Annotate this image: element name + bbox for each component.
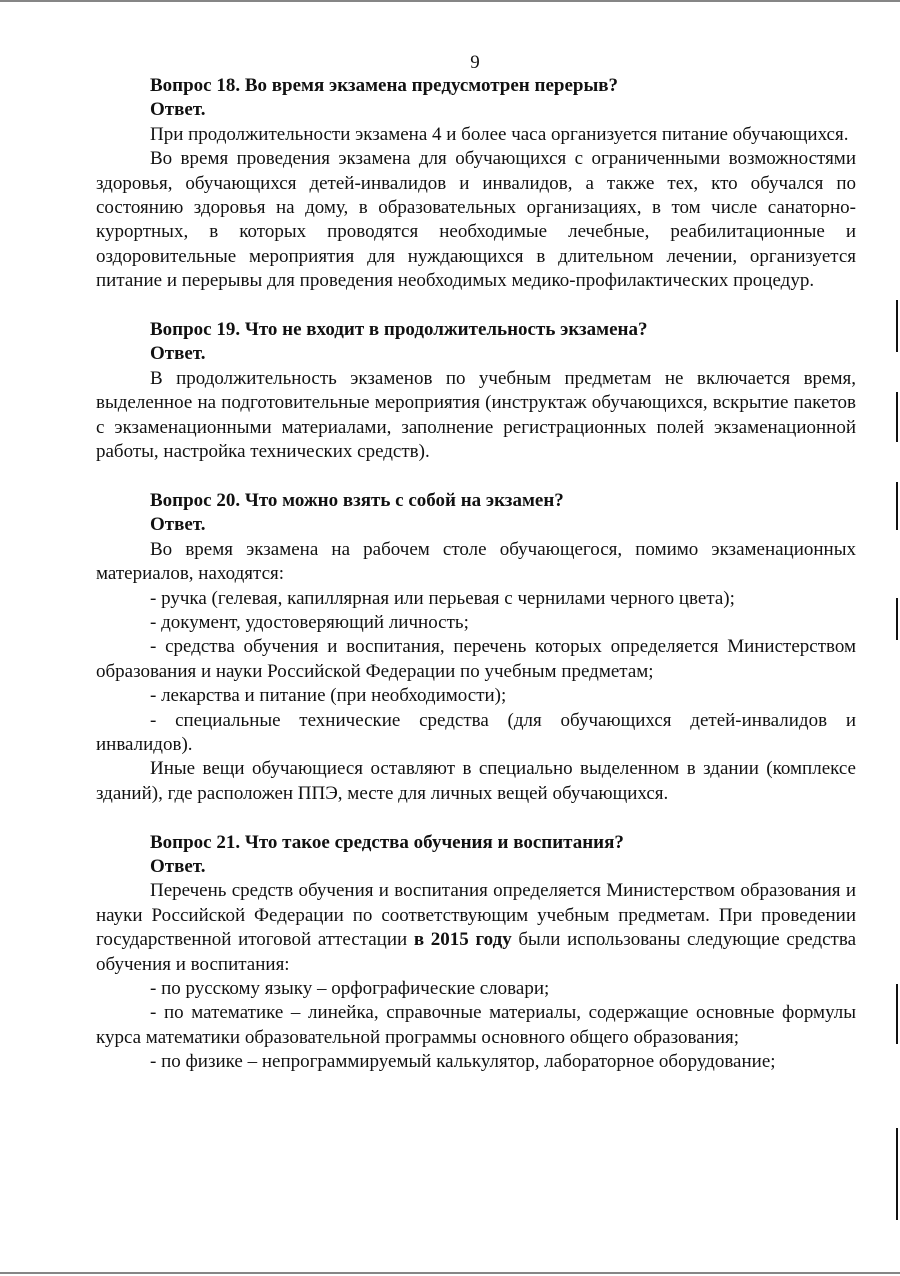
scan-edge-bottom	[0, 1272, 900, 1274]
page-number: 9	[470, 52, 480, 73]
list-item: - ручка (гелевая, капиллярная или перьевая с чернилами черного цвета);	[150, 587, 735, 609]
paragraph: Иные вещи обучающиеся оставляют в специально выделенном в здании (комплексе зданий), где расположен ППЭ, месте для личных вещей обучающихся.	[96, 758, 856, 804]
question-heading: Вопрос 20. Что можно взять с собой на экзамен?	[150, 489, 564, 511]
intro-year: в 2015 году	[413, 929, 512, 951]
paragraph: Во время экзамена на рабочем столе обучающегося, помимо экзаменационных материалов, находятся:	[96, 538, 856, 585]
list-item: - по физике – непрограммируемый калькулятор, лабораторное оборудование;	[150, 1051, 776, 1073]
answer-label: Ответ.	[150, 514, 206, 536]
question-heading: Вопрос 19. Что не входит в продолжительность экзамена?	[150, 319, 648, 341]
question-heading: Вопрос 21. Что такое средства обучения и воспитания?	[150, 831, 624, 853]
scan-mark	[896, 392, 898, 442]
answer-label: Ответ.	[150, 855, 206, 877]
scan-mark	[896, 598, 898, 640]
paragraph	[96, 879, 856, 977]
list-item: - специальные технические средства (для обучающихся детей-инвалидов и инвалидов).	[96, 709, 856, 755]
intro-text-end: были использованы следующие средства обучения и воспитания:	[96, 929, 857, 975]
scan-mark	[896, 300, 898, 352]
list-item: - лекарства и питание (при необходимости);	[150, 685, 507, 707]
answer-label: Ответ.	[150, 343, 206, 365]
paragraph: Во время проведения экзамена для обучающихся с ограниченными возможностями здоровья, обучающихся детей-инвалидов и инвалидов, а также тех, кто обучался по состоянию здоровья на дому, в образовательных организациях, в том числе санаторно-курортных, в которых проводятся необходимые лечебные, реабилитационные и оздоровительные мероприятия для нуждающихся в длительном лечении, организуется питание и перерывы для проведения необходимых медико-профилактических процедур.	[96, 148, 856, 292]
paragraph: В продолжительность экзаменов по учебным предметам не включается время, выделенное на подготовительные мероприятия (инструктаж обучающихся, вскрытие пакетов с экзаменационными материалами, заполнение регистрационных полей экзаменационной работы, настройка технических средств).	[96, 367, 856, 463]
question-heading: Вопрос 18. Во время экзамена предусмотрен перерыв?	[150, 75, 619, 96]
document-body	[96, 74, 856, 1075]
scan-mark	[896, 984, 898, 1044]
answer-label: Ответ.	[150, 99, 206, 121]
scan-mark	[896, 482, 898, 530]
scan-mark	[896, 1128, 898, 1220]
scan-edge-top	[0, 0, 900, 2]
list-item: - документ, удостоверяющий личность;	[150, 611, 469, 633]
paragraph: При продолжительности экзамена 4 и более часа организуется питание обучающихся.	[150, 123, 849, 145]
list-item: - средства обучения и воспитания, перечень которых определяется Министерством образования и науки Российской Федерации по учебным предметам;	[96, 636, 856, 682]
list-item: - по математике – линейка, справочные материалы, содержащие основные формулы курса математики образовательной программы основного общего образования;	[96, 1002, 856, 1048]
list-item: - по русскому языку – орфографические словари;	[150, 977, 550, 999]
intro-text: Перечень средств обучения и воспитания определяется Министерством образования и науки Российской Федерации по соответствующим учебным предметам. При проведении государственной итоговой аттестации	[96, 880, 856, 951]
